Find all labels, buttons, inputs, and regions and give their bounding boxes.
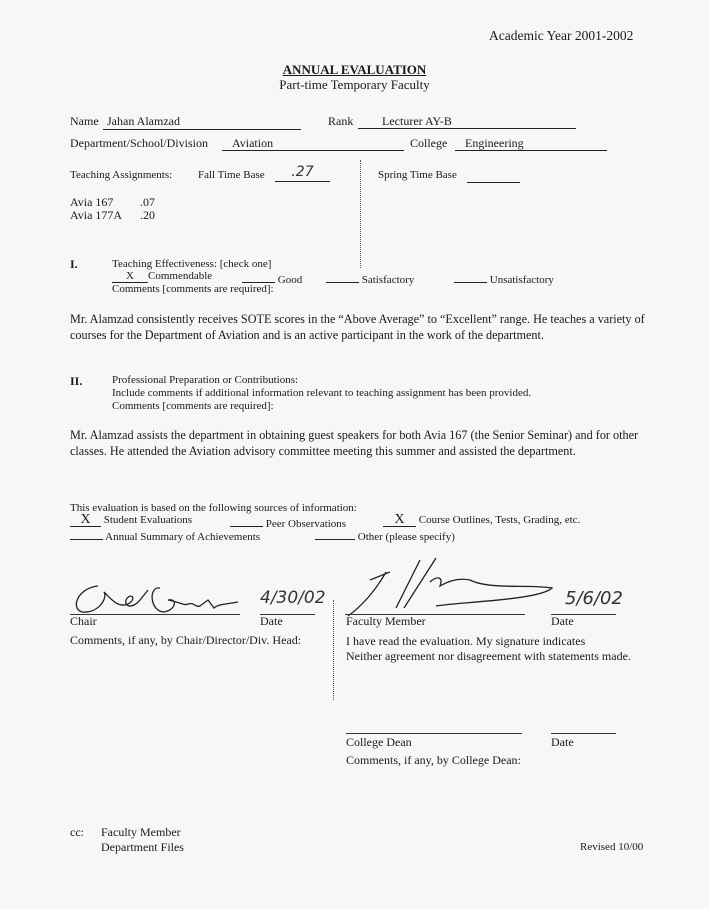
source-checkbox[interactable]: X bbox=[70, 514, 101, 527]
fall-time-base-value: .27 bbox=[291, 164, 314, 180]
section-2-comments-label: Comments [comments are required]: bbox=[112, 400, 274, 412]
fall-time-base-label: Fall Time Base bbox=[198, 169, 265, 181]
rank-label: Rank bbox=[328, 114, 354, 128]
course-name: Avia 177A bbox=[70, 208, 123, 222]
rating-checkbox[interactable]: X bbox=[112, 270, 148, 283]
chair-signature bbox=[68, 578, 248, 618]
source-peer-observations[interactable]: Peer Observations bbox=[230, 514, 346, 530]
column-divider bbox=[360, 160, 361, 268]
course-name: Avia 167 bbox=[70, 195, 114, 209]
fall-time-base-field[interactable] bbox=[275, 164, 330, 182]
chair-comments-label: Comments, if any, by Chair/Director/Div. Head: bbox=[70, 633, 302, 647]
section-2-instructions: Include comments if additional information relevant to teaching assignment has been provided. bbox=[112, 387, 532, 399]
source-checkbox[interactable] bbox=[70, 527, 103, 540]
rank-value: Lecturer AY-B bbox=[382, 114, 452, 128]
college-label: College bbox=[410, 136, 448, 150]
rank-field[interactable] bbox=[358, 114, 576, 129]
rating-checkbox[interactable] bbox=[454, 270, 487, 283]
teaching-label: Teaching Assignments: bbox=[70, 169, 173, 181]
name-field[interactable] bbox=[103, 114, 301, 130]
source-course-outlines[interactable]: X Course Outlines, Tests, Grading, etc. bbox=[383, 514, 580, 527]
dean-signature-line bbox=[346, 733, 522, 734]
section-1-numeral: I. bbox=[70, 257, 78, 271]
dept-value: Aviation bbox=[232, 136, 274, 150]
rating-option-unsatisfactory[interactable]: Unsatisfactory bbox=[454, 270, 554, 286]
revised-note: Revised 10/00 bbox=[580, 841, 644, 853]
faculty-signature bbox=[340, 550, 560, 620]
dean-date-line bbox=[551, 733, 616, 734]
source-other[interactable]: Other (please specify) bbox=[315, 527, 455, 543]
rating-option-good[interactable]: Good bbox=[242, 270, 302, 286]
faculty-label: Faculty Member bbox=[346, 614, 426, 628]
section-1-comments-label: Comments [comments are required]: bbox=[112, 283, 274, 295]
college-field[interactable] bbox=[455, 136, 607, 151]
section-2-numeral: II. bbox=[70, 374, 83, 388]
sources-intro: This evaluation is based on the following sources of information: bbox=[70, 502, 357, 514]
spring-time-base-label: Spring Time Base bbox=[378, 169, 457, 181]
dean-comments-label: Comments, if any, by College Dean: bbox=[346, 753, 521, 767]
source-annual-summary[interactable]: Annual Summary of Achievements bbox=[70, 527, 260, 543]
form-subtitle: Part-time Temporary Faculty bbox=[279, 77, 430, 92]
cc-item: Faculty Member bbox=[101, 825, 181, 839]
faculty-statement-line-2: Neither agreement nor disagreement with statements made. bbox=[346, 649, 631, 663]
spring-time-base-field[interactable] bbox=[467, 169, 520, 183]
course-base: .07 bbox=[140, 195, 155, 209]
source-checkbox[interactable]: X bbox=[383, 514, 416, 527]
dept-field[interactable] bbox=[222, 136, 404, 151]
cc-label: cc: bbox=[70, 825, 84, 839]
dean-label: College Dean bbox=[346, 735, 412, 749]
name-label: Name bbox=[70, 114, 99, 128]
signature-column-divider bbox=[333, 600, 334, 700]
rating-checkbox[interactable] bbox=[326, 270, 359, 283]
rating-checkbox[interactable] bbox=[242, 270, 275, 283]
rating-option-satisfactory[interactable]: Satisfactory bbox=[326, 270, 414, 286]
course-row bbox=[70, 208, 155, 223]
source-checkbox[interactable] bbox=[230, 514, 263, 527]
source-checkbox[interactable] bbox=[315, 527, 355, 540]
section-2-title: Professional Preparation or Contributions: bbox=[112, 374, 299, 386]
section-2-comment: Mr. Alamzad assists the department in obtaining guest speakers for both Avia 167 (the Senior Seminar) and for other classes. He attended the Aviation advisory committee meeting this summer and assisted the department. bbox=[70, 428, 639, 458]
faculty-date-value: 5/6/02 bbox=[565, 588, 623, 609]
form-title: ANNUAL EVALUATION bbox=[282, 62, 427, 77]
section-1-title: Teaching Effectiveness: [check one] bbox=[112, 258, 272, 270]
dept-label: Department/School/Division bbox=[70, 136, 208, 150]
academic-year: Academic Year 2001-2002 bbox=[489, 28, 634, 43]
rating-option-commendable[interactable]: X Commendable bbox=[112, 270, 212, 283]
cc-item: Department Files bbox=[101, 840, 184, 854]
chair-date-value: 4/30/02 bbox=[260, 588, 326, 608]
course-base: .20 bbox=[140, 208, 155, 222]
name-value: Jahan Alamzad bbox=[107, 114, 180, 128]
chair-date-label: Date bbox=[260, 614, 283, 628]
section-1-comment: Mr. Alamzad consistently receives SOTE scores in the “Above Average” to “Excellent” range. He teaches a variety of courses for the Department of Aviation and is an active participant in the work of the department. bbox=[70, 312, 645, 342]
college-value: Engineering bbox=[465, 136, 524, 150]
dean-date-label: Date bbox=[551, 735, 574, 749]
faculty-date-label: Date bbox=[551, 614, 574, 628]
chair-label: Chair bbox=[70, 614, 97, 628]
source-student-evaluations[interactable]: X Student Evaluations bbox=[70, 514, 192, 527]
faculty-statement-line-1: I have read the evaluation. My signature indicates bbox=[346, 634, 586, 648]
